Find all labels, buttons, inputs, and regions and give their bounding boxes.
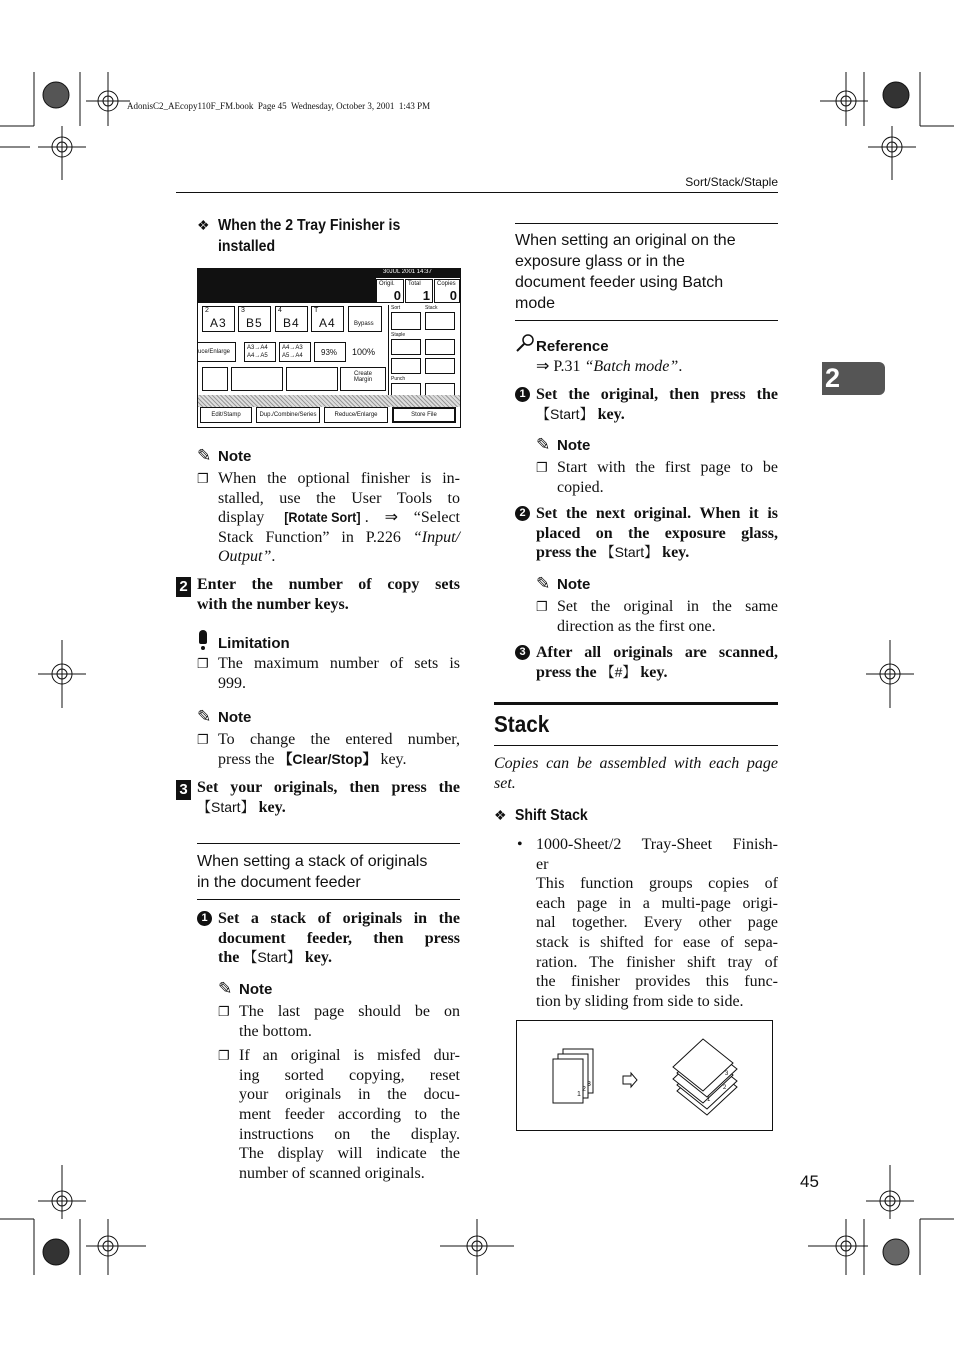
reference: Reference ⇒ P.31 “Batch mode”.	[515, 333, 778, 377]
checkbox-icon: ❐	[197, 732, 209, 747]
sub-heading-text-1: When the 2 Tray Finisher is	[218, 217, 401, 234]
diamond-bullet-icon: ❖	[197, 217, 210, 233]
chapter-tab	[822, 362, 885, 395]
stack-rule-bottom	[494, 745, 778, 746]
panel-tray-b5: 3 B5	[238, 306, 271, 332]
checkbox-icon: ❐	[536, 460, 548, 475]
copier-panel-figure	[197, 268, 461, 428]
bullet-dot: •	[517, 836, 523, 853]
stack-label-1: 1	[707, 1097, 711, 1103]
stack-label-2: 2	[723, 1085, 727, 1091]
circled-number-2: 2	[515, 506, 530, 521]
panel-tray-a3: 2 A3	[202, 306, 235, 332]
subsection-rule-bottom	[197, 899, 460, 900]
panel-create-margin: Create Margin	[340, 367, 386, 391]
subsection-rule-top	[197, 843, 460, 844]
panel-tab-edit: Edit/Stamp	[200, 407, 252, 423]
panel-tab-store: Store File	[392, 407, 456, 423]
note-1-line-b: stalled, use the User Tools to	[218, 489, 460, 507]
step-3: 3 Set your originals, then press the 【Start】 key.	[176, 778, 460, 817]
note-1-line-a: When the optional finisher is in-	[218, 470, 460, 487]
stack-intro: Copies can be assembled with each page set.	[494, 755, 778, 792]
running-header: Sort/Stack/Staple	[685, 175, 778, 189]
sub-heading-text-2: installed	[218, 238, 276, 255]
page-label-3: 3	[587, 1081, 591, 1088]
step-2: 2 Enter the number of copy sets with the number keys.	[176, 575, 460, 614]
checkbox-icon: ❐	[197, 471, 209, 486]
panel-row3-c	[286, 367, 338, 391]
checkbox-icon: ❐	[218, 1004, 230, 1019]
panel-date: 30JUL 2001 14:37	[383, 269, 432, 275]
checkbox-icon: ❐	[197, 656, 209, 671]
panel-row3-b	[231, 367, 283, 391]
clear-stop-key: 【Clear/Stop】	[278, 750, 377, 767]
panel-full: 100%	[352, 347, 376, 357]
subsection-title: When setting a stack of originals in the document feeder	[197, 853, 428, 891]
circled-number-1: 1	[197, 911, 212, 926]
pencil-icon: ✎	[197, 446, 212, 465]
sub-step-1: 1 Set a stack of originals in the document feeder, then press the 【Start】 key.	[197, 909, 460, 968]
stack-rule-top	[494, 702, 778, 705]
limitation: Limitation ❐ The maximum number of sets is 999.	[197, 632, 460, 693]
page-label-2: 2	[582, 1086, 586, 1093]
pencil-icon: ✎	[218, 979, 233, 998]
exclamation-icon	[199, 630, 207, 644]
panel-counter-0: Origil. 0	[376, 279, 404, 303]
panel-finish-area: Sort Stack Staple Punch	[388, 305, 459, 399]
panel-bypass: Bypass	[348, 306, 382, 332]
circled-number-1: 1	[515, 387, 530, 402]
panel-ratio-3: 93%	[314, 342, 346, 362]
page-number: 45	[800, 1172, 819, 1191]
note-1: ✎ Note ❐ When the optional finisher is in- stalled, use the User Tools to display [Rotate Sort] . ⇒ “Select Stack Function” in P.226 “Input/ Output”.	[197, 446, 460, 566]
arrow-icon	[623, 1073, 637, 1087]
panel-tray-a4: T A4	[311, 306, 344, 332]
hash-key: 【#】	[600, 663, 637, 680]
rotate-sort-key: [Rotate Sort]	[284, 509, 361, 526]
start-key: 【Start】	[243, 949, 301, 966]
stack-figure	[516, 1020, 773, 1131]
panel-tab-reduce: Reduce/Enlarge	[324, 407, 388, 423]
panel-ratio-1: A3→A4 A4→A5	[244, 342, 276, 362]
panel-counter-1: Total 1	[405, 279, 433, 303]
panel-tab-dup: Dup./Combine/Series	[256, 407, 320, 423]
panel-counter-2: Copies 0	[434, 279, 460, 303]
note-heading-1: ✎ Note	[197, 446, 252, 465]
step-number-2: 2	[176, 577, 191, 597]
panel-topbar	[198, 269, 376, 303]
start-key: 【Start】	[197, 798, 255, 815]
panel-reduce: uce/Enlarge	[197, 342, 236, 362]
page-label-1: 1	[577, 1091, 581, 1098]
sorted-stacks	[673, 1039, 737, 1115]
chapter-number: 2	[825, 363, 841, 393]
pencil-icon: ✎	[197, 707, 212, 726]
batch-step-1: 1 Set the original, then press the 【Start】 key.	[515, 385, 778, 424]
panel-tray-b4: 4 B4	[275, 306, 308, 332]
checkbox-icon: ❐	[536, 599, 548, 614]
stack-heading: Stack	[494, 711, 550, 737]
start-key: 【Start】	[600, 544, 659, 561]
file-info: AdonisC2_AEcopy110F_FM.book Page 45 Wednesday, October 3, 2001 1:43 PM	[127, 101, 431, 111]
batch-rule-top	[515, 223, 778, 224]
header-rule	[176, 192, 778, 193]
panel-bottom-bar	[198, 395, 460, 407]
diamond-bullet-icon: ❖	[494, 807, 507, 823]
note-5: ✎ Note ❐ Set the original in the same direction as the first one.	[536, 574, 778, 635]
pencil-icon: ✎	[536, 574, 551, 593]
note-4: ✎ Note ❐ Start with the first page to be copied.	[536, 435, 778, 496]
shift-stack-bullet: • 1000-Sheet/2 Tray-Sheet Finish- er This function groups copies of each page in a multi-page origi- nal together. Every other page stack is shifted for ease of sepa- ration. The finisher shift tray of the finisher provides this func- tion by sliding from side to side.	[517, 836, 778, 1010]
checkbox-icon: ❐	[218, 1048, 230, 1064]
stack-figure-drawing	[517, 1021, 772, 1130]
panel-row3-a	[202, 367, 228, 391]
batch-subsection-title: When setting an original on the exposure glass or in the document feeder using Batch mode	[515, 232, 736, 312]
batch-step-2: 2 Set the next original. When it is placed on the exposure glass, press the 【Start】 key.	[515, 504, 778, 563]
pencil-icon: ✎	[536, 435, 551, 454]
batch-step-3: 3 After all originals are scanned, press the 【#】 key.	[515, 643, 778, 682]
exclamation-dot	[201, 646, 205, 650]
start-key: 【Start】	[536, 405, 594, 422]
note-3: ✎ Note ❐ The last page should be on the bottom. ❐ If an original is misfed dur- ing sorted copying, reset your originals in the docu- ment feeder according to the instructions on the display. The display will indicate the number of scanned originals.	[218, 979, 460, 1182]
note-2: ✎ Note ❐ To change the entered number, press the 【Clear/Stop】 key.	[197, 707, 460, 768]
stack-label-3: 3	[725, 1071, 729, 1077]
reference-magnifier-icon	[515, 333, 535, 353]
batch-rule-bottom	[515, 320, 778, 321]
panel-ratio-2: A4→A3 A5→A4	[279, 342, 311, 362]
circled-number-3: 3	[515, 645, 530, 660]
step-number-3: 3	[176, 780, 191, 800]
